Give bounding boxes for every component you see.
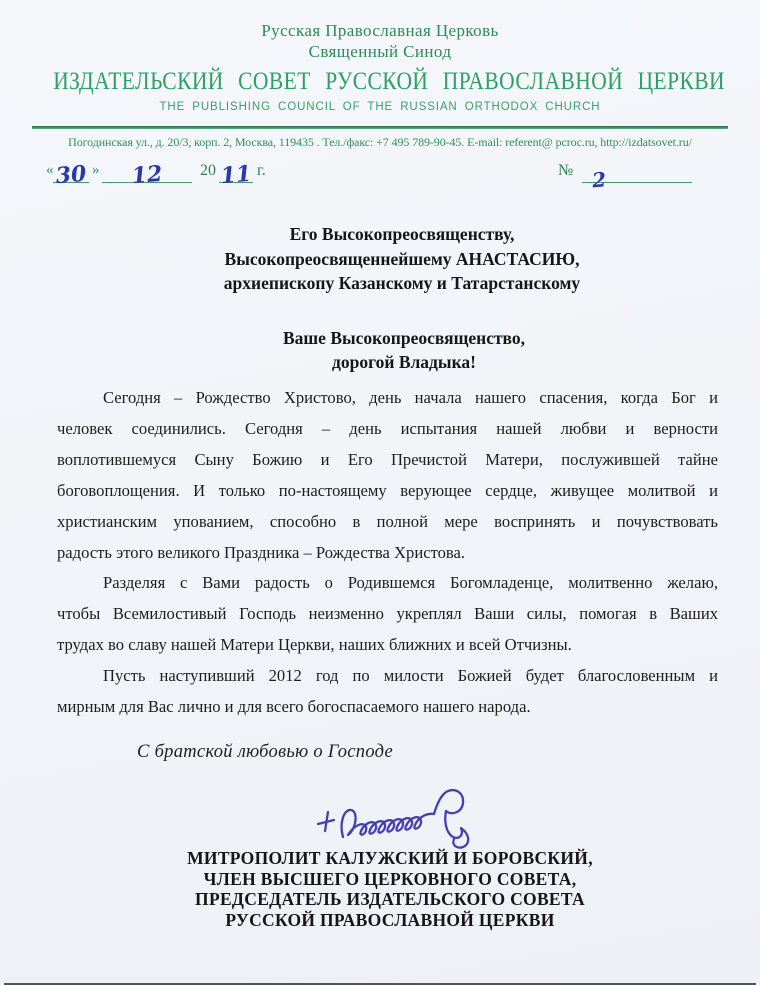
handwritten-day: 30 bbox=[54, 160, 88, 190]
number-blank-underline bbox=[582, 156, 692, 193]
day-blank-underline bbox=[53, 156, 89, 190]
body-line: христианским упованием, способно в полной мере воспринять и почувствовать bbox=[57, 511, 718, 531]
handwritten-number: 2 bbox=[591, 167, 608, 193]
signature-cross-mark bbox=[318, 812, 334, 831]
signoff-line: РУССКОЙ ПРАВОСЛАВНОЙ ЦЕРКВИ bbox=[225, 909, 555, 930]
addressee-block bbox=[22, 222, 760, 296]
body-line: чтобы Всемилостивый Господь неизменно укреплял Ваши силы, помогая в Ваших bbox=[57, 604, 718, 624]
document-number-sign: № bbox=[558, 162, 574, 179]
addressee-line: Его Высокопреосвященству, bbox=[289, 224, 515, 244]
council-title-ru: ИЗДАТЕЛЬСКИЙ СОВЕТ РУССКОЙ ПРАВОСЛАВНОЙ ЦЕРКВИ bbox=[53, 68, 725, 95]
year-blank-underline bbox=[219, 156, 253, 190]
year-prefix: 20 bbox=[200, 162, 216, 179]
close-quote-mark: » bbox=[92, 162, 100, 178]
salutation-line: Ваше Высокопреосвященство, bbox=[282, 328, 526, 348]
salutation-block bbox=[24, 326, 760, 374]
body-line: боговоплощения. И только по-настоящему верующее сердце, живущее молитвой и bbox=[57, 480, 718, 500]
addressee-line: Высокопреосвященнейшему АНАСТАСИЮ, bbox=[224, 248, 580, 269]
salutation-line: дорогой Владыка! bbox=[332, 352, 476, 372]
letter-body bbox=[57, 383, 718, 723]
open-quote-mark: « bbox=[46, 162, 54, 178]
closing-phrase: С братской любовью о Господе bbox=[137, 742, 394, 762]
body-line: Разделяя с Вами радость о Родившемся Богомладенце, молитвенно желаю, bbox=[103, 573, 718, 593]
signoff-line: ЧЛЕН ВЫСШЕГО ЦЕРКОВНОГО СОВЕТА, bbox=[203, 868, 577, 889]
letterhead-divider-rule bbox=[32, 126, 728, 129]
org-name-line2: Священный Синод bbox=[308, 42, 452, 61]
month-blank-underline bbox=[102, 156, 192, 190]
body-line: мирным для Вас лично и для всего богоспасаемого нашего народа. bbox=[57, 697, 531, 717]
signoff-line: ПРЕДСЕДАТЕЛЬ ИЗДАТЕЛЬСКОГО СОВЕТА bbox=[195, 889, 585, 909]
handwritten-year: 11 bbox=[219, 160, 253, 190]
addressee-line: архиепископу Казанскому и Татарстанскому bbox=[223, 273, 581, 293]
handwritten-month: 12 bbox=[130, 160, 164, 190]
signoff-line: МИТРОПОЛИТ КАЛУЖСКИЙ И БОРОВСКИЙ, bbox=[187, 848, 593, 868]
body-line: трудах во славу нашей Матери Церкви, наших ближних и всей Отчизны. bbox=[57, 635, 572, 655]
signoff-title-block bbox=[10, 848, 760, 930]
body-line: Пусть наступивший 2012 год по милости Божией будет благословенным и bbox=[103, 666, 718, 686]
signature-scrawl bbox=[342, 790, 469, 847]
body-line: Сегодня – Рождество Христово, день начала нашего спасения, когда Бог и bbox=[103, 388, 718, 407]
body-line: воплотившемуся Сыну Божию и Его Пречистой Матери, послужившей тайне bbox=[57, 449, 718, 469]
council-title-en: THE PUBLISHING COUNCIL OF THE RUSSIAN ORTHODOX CHURCH bbox=[159, 101, 601, 113]
org-name-line1: Русская Православная Церковь bbox=[261, 21, 499, 40]
year-suffix: г. bbox=[257, 162, 266, 179]
date-number-row bbox=[0, 154, 760, 193]
body-line: радость этого великого Праздника – Рождества Христова. bbox=[57, 542, 466, 562]
body-line: человек соединились. Сегодня – день испытания нашей любви и верности bbox=[57, 418, 718, 438]
contact-info-line: Погодинская ул., д. 20/3, корп. 2, Москва, 119435 . Тел./факс: +7 495 789-90-45. E-mail: referent@ pcroc.ru, http://izdatsovet.ru/ bbox=[68, 135, 692, 149]
